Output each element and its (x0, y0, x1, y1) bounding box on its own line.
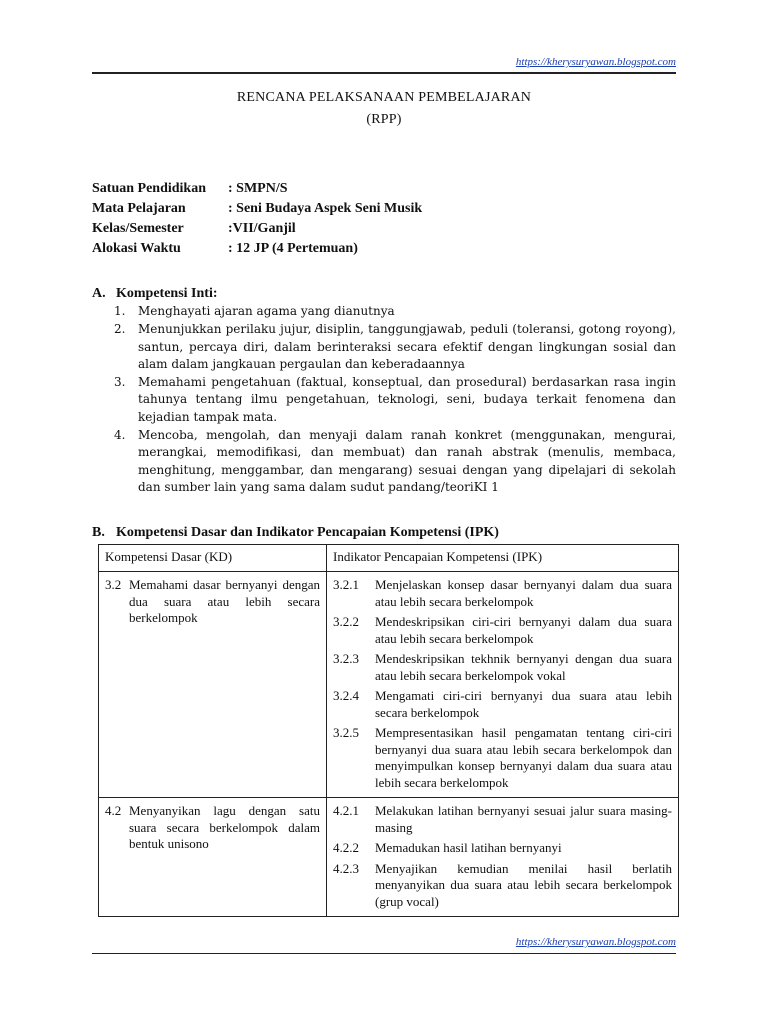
identity-table (92, 181, 422, 261)
ipk-text: Mengamati ciri-ciri bernyanyi dua suara atau lebih secara berkelompok (375, 688, 672, 720)
ipk-text: Melakukan latihan bernyanyi sesuai jalur suara masing-masing (375, 803, 672, 835)
ipk-item (333, 861, 672, 911)
header-rule (92, 72, 676, 74)
list-item (114, 427, 676, 496)
doc-title: RENCANA PELAKSANAAN PEMBELAJARAN (236, 90, 532, 105)
doc-subtitle: (RPP) (366, 112, 402, 127)
identity-label: Satuan Pendidikan (92, 181, 206, 196)
ipk-number: 4.2.2 (333, 840, 359, 855)
identity-label: Kelas/Semester (92, 221, 184, 236)
list-number: 2. (114, 322, 126, 337)
kompetensi-inti-list (114, 303, 676, 497)
ipk-number: 3.2.3 (333, 651, 359, 666)
section-a-heading (92, 286, 218, 302)
list-text: Memahami pengetahuan (faktual, konseptual, dan prosedural) berdasarkan rasa ingin tahunya tentang ilmu pengetahuan, teknologi, seni, budaya terkait fenomena dan kejadian tampak mata. (138, 375, 676, 424)
identity-row (92, 201, 422, 221)
identity-row (92, 221, 422, 241)
kd-cell (99, 572, 327, 798)
identity-label: Alokasi Waktu (92, 241, 181, 256)
ipk-cell (327, 798, 679, 917)
ipk-number: 3.2.5 (333, 725, 359, 740)
identity-value: : SMPN/S (228, 181, 288, 196)
ipk-text: Mendeskripsikan tekhnik bernyanyi dengan dua suara atau lebih secara berkelompok vokal (375, 651, 672, 683)
kd-cell (99, 798, 327, 917)
list-item (114, 321, 676, 373)
identity-value: : Seni Budaya Aspek Seni Musik (228, 201, 423, 216)
table-row (99, 572, 679, 798)
kd-number: 3.2 (105, 577, 122, 592)
section-letter: B. (92, 525, 105, 540)
kd-text: Menyanyikan lagu dengan satu suara secara berkelompok dalam bentuk unisono (129, 803, 320, 851)
kd-text: Memahami dasar bernyanyi dengan dua suara atau lebih secara berkelompok (129, 577, 320, 625)
ipk-item (333, 725, 672, 791)
ipk-number: 3.2.2 (333, 614, 359, 629)
footer-rule (92, 953, 676, 954)
identity-row (92, 181, 422, 201)
header-link[interactable]: https://kherysuryawan.blogspot.com (515, 56, 676, 68)
ipk-number: 4.2.1 (333, 803, 359, 818)
footer-link[interactable]: https://kherysuryawan.blogspot.com (515, 936, 676, 948)
ipk-item (333, 651, 672, 684)
section-b-heading (92, 525, 499, 541)
identity-row (92, 241, 422, 261)
column-header-kd: Kompetensi Dasar (KD) (99, 545, 327, 572)
identity-value: : 12 JP (4 Pertemuan) (228, 241, 358, 256)
ipk-text: Menyajikan kemudian menilai hasil berlatih menyanyikan dua suara atau lebih secara berkelompok (grup vocal) (375, 860, 672, 909)
identity-value: :VII/Ganjil (228, 221, 296, 236)
ipk-text: Mendeskripsikan ciri-ciri bernyanyi dalam dua suara atau lebih secara berkelompok (375, 614, 672, 646)
list-number: 3. (114, 375, 126, 390)
list-text: Mencoba, mengolah, dan menyaji dalam ranah konkret (menggunakan, mengurai, merangkai, memodifikasi, dan membuat) dan ranah abstrak (menulis, membaca, menghitung, menggambar, dan mengarang) sesuai dengan yang dipelajari di sekolah dan sumber lain yang sama dalam sudut pandang/teoriKI 1 (138, 428, 676, 494)
list-number: 1. (114, 304, 126, 318)
identity-label: Mata Pelajaran (92, 201, 186, 216)
ipk-item (333, 614, 672, 647)
kd-ipk-table (98, 544, 679, 917)
ipk-item (333, 577, 672, 610)
ipk-number: 3.2.4 (333, 688, 359, 703)
ipk-text: Menjelaskan konsep dasar bernyanyi dalam dua suara atau lebih secara berkelompok (375, 577, 672, 609)
list-text: Menghayati ajaran agama yang dianutnya (138, 304, 395, 318)
section-letter: A. (92, 286, 106, 301)
list-text: Menunjukkan perilaku jujur, disiplin, tanggungjawab, peduli (toleransi, gotong royong), santun, percaya diri, dalam berinteraksi secara efektif dengan lingkungan sosial dan alam dalam jangkauan pergaulan dan keberadaannya (138, 322, 676, 371)
ipk-item (333, 803, 672, 836)
list-item (114, 374, 676, 426)
kd-number: 4.2 (105, 803, 122, 818)
section-title: Kompetensi Inti: (116, 286, 218, 301)
section-title: Kompetensi Dasar dan Indikator Pencapaian Kompetensi (IPK) (116, 525, 499, 540)
ipk-text: Memadukan hasil latihan bernyanyi (375, 840, 562, 855)
ipk-number: 4.2.3 (333, 860, 359, 876)
ipk-text: Mempresentasikan hasil pengamatan tentang ciri-ciri bernyanyi dua suara atau lebih secara berkelompok dan menyimpulkan konsep bernyanyi dalam dua suara atau lebih secara berkelompok (375, 725, 672, 790)
table-header-row (99, 545, 679, 572)
list-item (114, 303, 676, 320)
ipk-item (333, 688, 672, 721)
ipk-number: 3.2.1 (333, 577, 359, 592)
list-number: 4. (114, 428, 126, 443)
ipk-item (333, 840, 672, 857)
ipk-cell (327, 572, 679, 798)
table-row (99, 798, 679, 917)
column-header-ipk: Indikator Pencapaian Kompetensi (IPK) (327, 545, 679, 572)
